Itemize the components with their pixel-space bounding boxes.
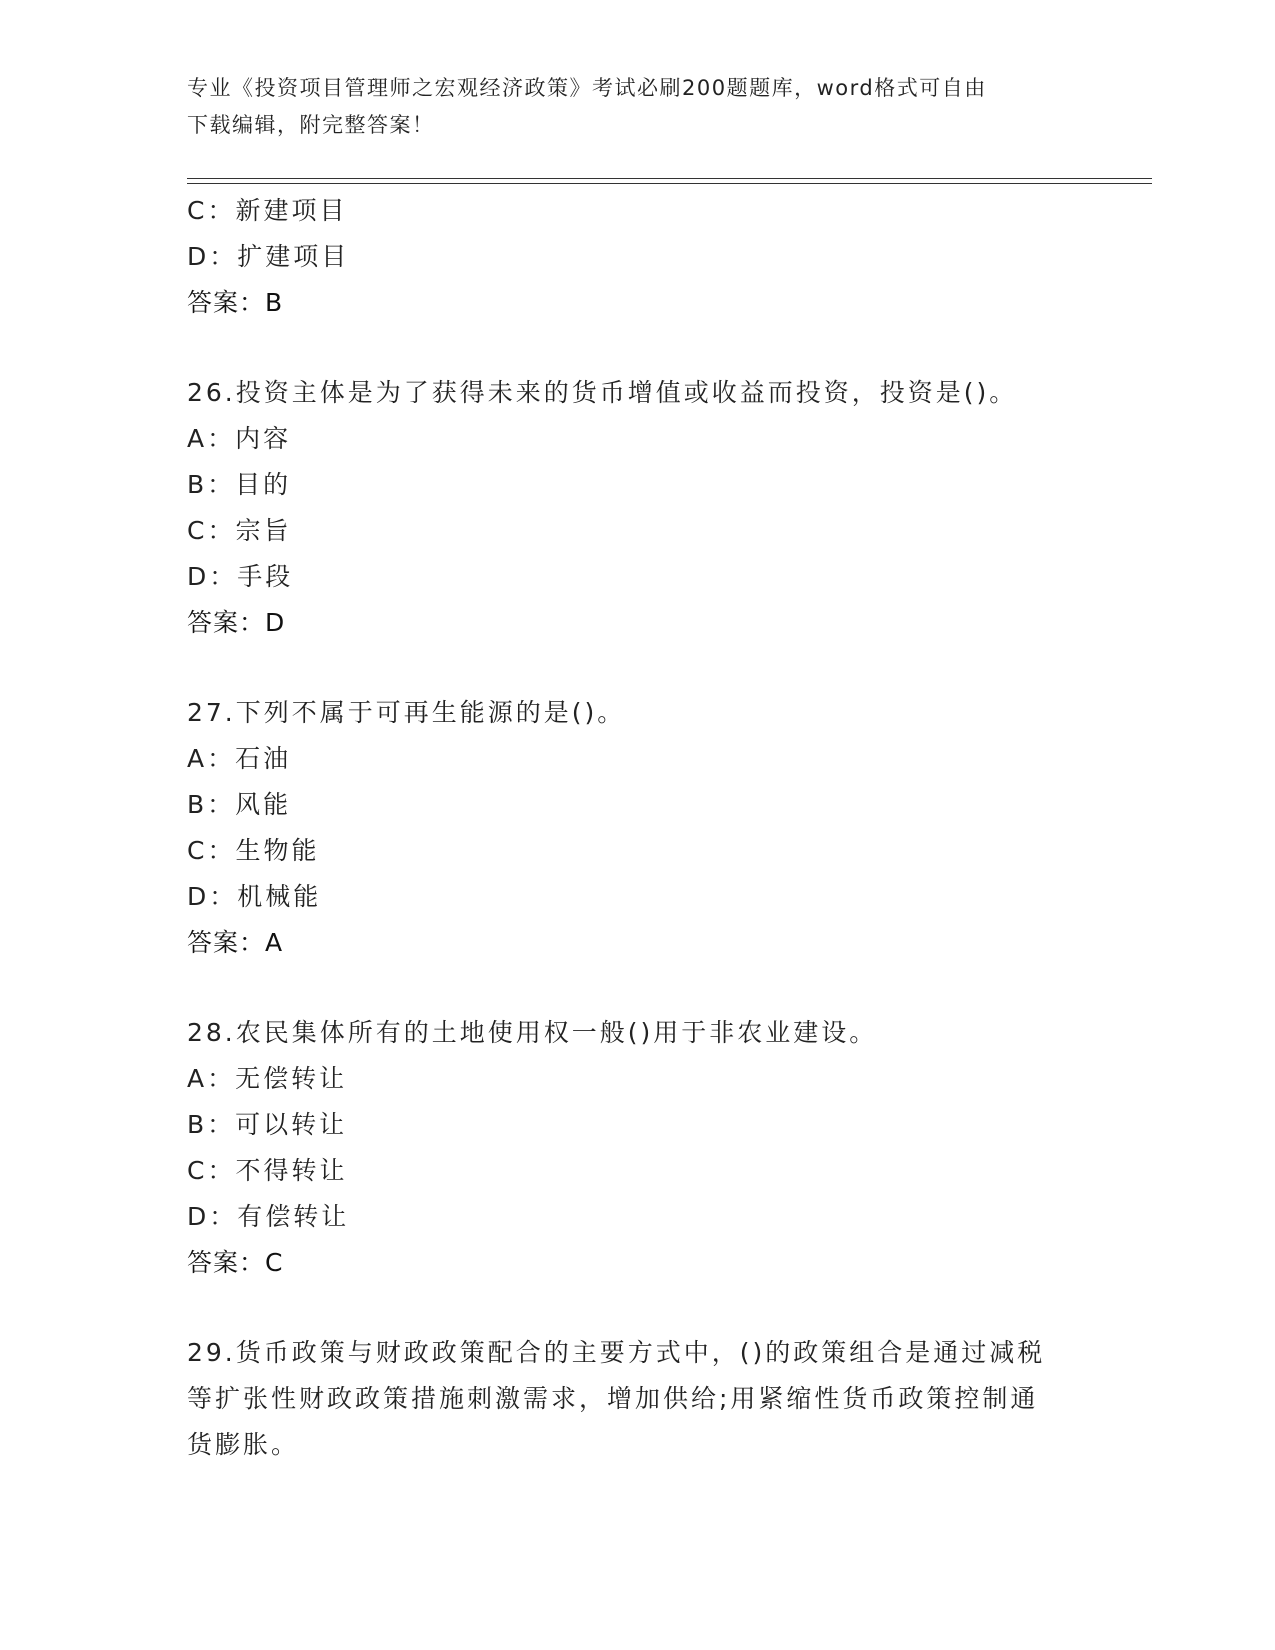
question-text: 27.下列不属于可再生能源的是()。	[187, 698, 626, 727]
header-divider-bottom	[187, 183, 1152, 184]
question-block-29	[187, 1330, 1087, 1468]
option-c: C：生物能	[187, 836, 320, 865]
option-b: B：风能	[187, 790, 292, 819]
spacer	[187, 966, 1087, 1010]
header-divider-top	[187, 178, 1152, 179]
answer-line: 答案：D	[187, 608, 286, 637]
option-b: B：可以转让	[187, 1110, 348, 1139]
spacer	[187, 646, 1087, 690]
option-a: A：无偿转让	[187, 1064, 348, 1093]
document-body	[187, 188, 1087, 1468]
option-a: A：内容	[187, 424, 292, 453]
question-text-line-3: 货膨胀。	[187, 1430, 300, 1459]
question-block-26	[187, 370, 1087, 646]
question-text-line-1: 29.货币政策与财政政策配合的主要方式中，()的政策组合是通过减税	[187, 1338, 1046, 1367]
question-block-27	[187, 690, 1087, 966]
question-block-25	[187, 188, 1087, 326]
option-b: B：目的	[187, 470, 292, 499]
spacer	[187, 326, 1087, 370]
header-line-2: 下载编辑，附完整答案！	[187, 113, 435, 137]
option-c: C：宗旨	[187, 516, 292, 545]
header-line-1: 专业《投资项目管理师之宏观经济政策》考试必刷200题题库，word格式可自由	[187, 76, 987, 100]
spacer	[187, 1286, 1087, 1330]
document-header	[187, 70, 1087, 144]
option-d: D：手段	[187, 562, 294, 591]
question-text: 26.投资主体是为了获得未来的货币增值或收益而投资，投资是()。	[187, 378, 1018, 407]
option-a: A：石油	[187, 744, 292, 773]
answer-line: 答案：C	[187, 1248, 284, 1277]
question-text: 28.农民集体所有的土地使用权一般()用于非农业建设。	[187, 1018, 878, 1047]
option-c: C：新建项目	[187, 196, 348, 225]
option-d: D：有偿转让	[187, 1202, 350, 1231]
question-block-28	[187, 1010, 1087, 1286]
question-text-line-2: 等扩张性财政政策措施刺激需求，增加供给;用紧缩性货币政策控制通	[187, 1384, 1039, 1413]
option-d: D：机械能	[187, 882, 322, 911]
option-d: D：扩建项目	[187, 242, 350, 271]
answer-line: 答案：A	[187, 928, 284, 957]
option-c: C：不得转让	[187, 1156, 348, 1185]
answer-line: 答案：B	[187, 288, 284, 317]
